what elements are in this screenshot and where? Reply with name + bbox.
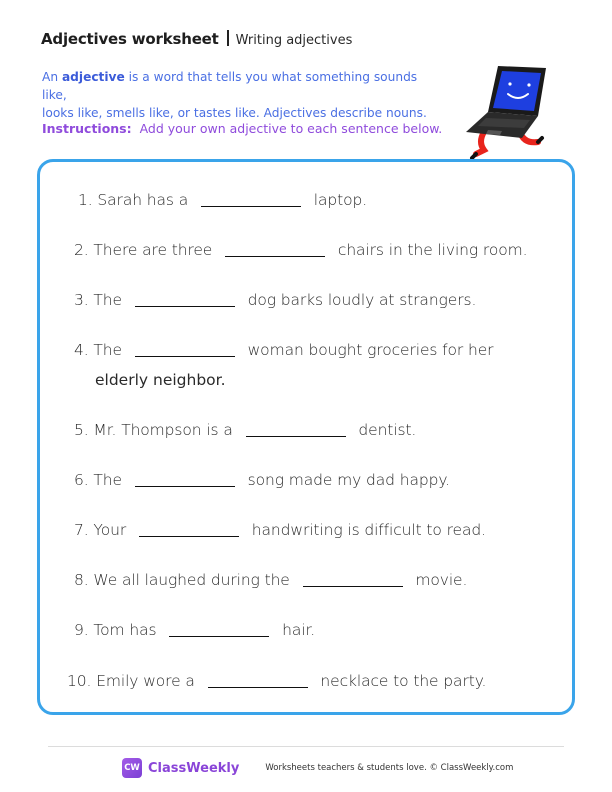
question-text-after: woman bought groceries for her bbox=[247, 341, 494, 359]
question-2 bbox=[74, 241, 527, 259]
question-text-after: laptop. bbox=[313, 191, 368, 209]
footer-divider bbox=[48, 746, 564, 747]
question-number: 9. bbox=[74, 621, 89, 639]
title-separator bbox=[227, 30, 229, 46]
footer bbox=[122, 758, 513, 778]
question-10 bbox=[67, 672, 486, 690]
intro-line2: looks like, smells like, or tastes like. Adjectives describe nouns. bbox=[42, 106, 427, 120]
answer-blank-10[interactable] bbox=[208, 687, 308, 688]
page-header bbox=[41, 28, 352, 48]
question-4-continuation: elderly neighbor. bbox=[95, 371, 226, 389]
question-text-before: The bbox=[93, 471, 122, 489]
question-number: 6. bbox=[74, 471, 89, 489]
question-text-after: movie. bbox=[415, 571, 468, 589]
question-number: 7. bbox=[74, 521, 89, 539]
question-text-before: We all laughed during the bbox=[93, 571, 290, 589]
question-8 bbox=[74, 571, 467, 589]
intro-term: adjective bbox=[61, 70, 125, 84]
question-text-before: The bbox=[93, 291, 122, 309]
question-7 bbox=[74, 521, 486, 539]
classweekly-logo-icon: CW bbox=[122, 758, 142, 778]
worksheet-title: Adjectives worksheet bbox=[41, 30, 219, 48]
question-4 bbox=[74, 341, 493, 359]
question-number: 1. bbox=[78, 191, 93, 209]
question-text-before: Sarah has a bbox=[97, 191, 189, 209]
question-text-after: hair. bbox=[282, 621, 316, 639]
question-text-after: handwriting is difficult to read. bbox=[251, 521, 486, 539]
answer-blank-3[interactable] bbox=[135, 306, 235, 307]
question-text-before: There are three bbox=[93, 241, 213, 259]
running-laptop-icon bbox=[462, 62, 558, 162]
footer-tagline: Worksheets teachers & students love. © ClassWeekly.com bbox=[265, 763, 514, 773]
answer-blank-1[interactable] bbox=[201, 206, 301, 207]
question-text-before: Emily wore a bbox=[96, 672, 195, 690]
question-number: 2. bbox=[74, 241, 89, 259]
answer-blank-9[interactable] bbox=[169, 636, 269, 637]
question-text-before: Tom has bbox=[93, 621, 157, 639]
answer-blank-8[interactable] bbox=[303, 586, 403, 587]
question-number: 10. bbox=[67, 672, 92, 690]
worksheet-subtitle: Writing adjectives bbox=[235, 33, 353, 48]
question-text-after: song made my dad happy. bbox=[247, 471, 451, 489]
question-text-before: Mr. Thompson is a bbox=[93, 421, 233, 439]
question-text-after: dentist. bbox=[358, 421, 417, 439]
question-1 bbox=[78, 191, 367, 209]
intro-line1: is a word that tells you what something sounds like, bbox=[42, 70, 418, 102]
question-number: 3. bbox=[74, 291, 89, 309]
answer-blank-2[interactable] bbox=[225, 256, 325, 257]
instructions-text: Add your own adjective to each sentence below. bbox=[139, 121, 443, 136]
answer-blank-4[interactable] bbox=[135, 356, 235, 357]
intro-text bbox=[42, 68, 442, 122]
question-text-after: chairs in the living room. bbox=[337, 241, 528, 259]
question-5 bbox=[74, 421, 416, 439]
question-text-before: Your bbox=[93, 521, 127, 539]
question-9 bbox=[74, 621, 315, 639]
question-text-after: dog barks loudly at strangers. bbox=[247, 291, 477, 309]
question-text-after: necklace to the party. bbox=[320, 672, 487, 690]
instructions bbox=[42, 121, 442, 136]
instructions-label: Instructions: bbox=[42, 121, 132, 136]
question-3 bbox=[74, 291, 476, 309]
answer-blank-5[interactable] bbox=[246, 436, 346, 437]
question-number: 8. bbox=[74, 571, 89, 589]
answer-blank-6[interactable] bbox=[135, 486, 235, 487]
question-number: 5. bbox=[74, 421, 89, 439]
answer-blank-7[interactable] bbox=[139, 536, 239, 537]
question-number: 4. bbox=[74, 341, 89, 359]
brand-name: ClassWeekly bbox=[148, 760, 240, 776]
intro-prefix: An bbox=[42, 70, 62, 84]
question-6 bbox=[74, 471, 450, 489]
question-text-before: The bbox=[93, 341, 122, 359]
